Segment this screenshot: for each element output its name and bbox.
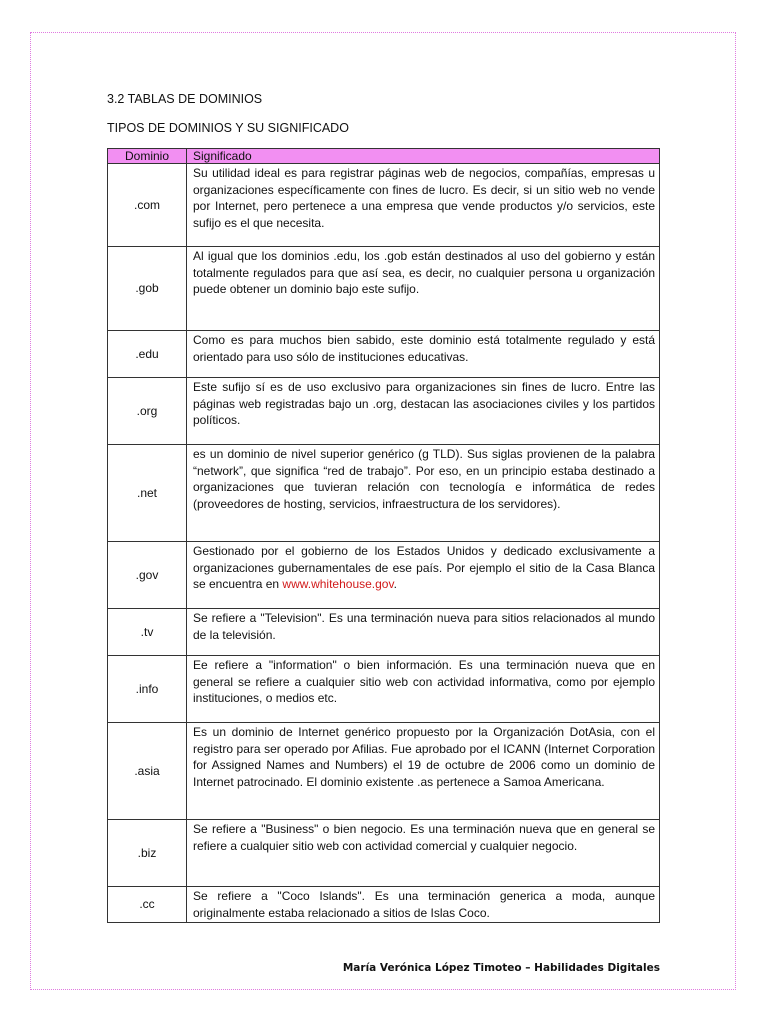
page-footer: María Verónica López Timoteo – Habilidades Digitales xyxy=(342,962,660,974)
meaning-cell: Se refiere a "Coco Islands". Es una terminación generica a moda, aunque originalmente estaba relacionado a sitios de Islas Coco. xyxy=(187,887,660,923)
domain-cell: .tv xyxy=(108,609,187,656)
table-row xyxy=(108,656,660,723)
table-header-row xyxy=(108,149,660,164)
section-title: 3.2 TABLAS DE DOMINIOS xyxy=(107,92,263,106)
table-row xyxy=(108,164,660,247)
meaning-cell: Como es para muchos bien sabido, este dominio está totalmente regulado y está orientado para uso sólo de instituciones educativas. xyxy=(187,331,660,378)
domain-cell: .gob xyxy=(108,247,187,331)
table-row xyxy=(108,820,660,887)
meaning-cell: Se refiere a "Television". Es una terminación nueva para sitios relacionados al mundo de la televisión. xyxy=(187,609,660,656)
meaning-cell xyxy=(187,542,660,609)
domain-cell: .edu xyxy=(108,331,187,378)
domain-cell: .biz xyxy=(108,820,187,887)
domain-cell: .info xyxy=(108,656,187,723)
table-row xyxy=(108,609,660,656)
meaning-cell: Su utilidad ideal es para registrar páginas web de negocios, compañías, empresas u organizaciones específicamente con fines de lucro. Es decir, si un sitio web no vende por Internet, pero pertenece a una empresa que vende productos y/o servicios, este sufijo es el que necesita. xyxy=(187,164,660,247)
header-domain: Dominio xyxy=(108,149,187,164)
meaning-text-end: . xyxy=(393,577,397,591)
table-row xyxy=(108,887,660,923)
table-title: TIPOS DE DOMINIOS Y SU SIGNIFICADO xyxy=(107,121,349,135)
meaning-cell: Se refiere a "Business" o bien negocio. Es una terminación nueva que en general se refiere a cualquier sitio web con actividad comercial y cualquier negocio. xyxy=(187,820,660,887)
header-meaning: Significado xyxy=(187,149,660,164)
meaning-cell: es un dominio de nivel superior genérico (g TLD). Sus siglas provienen de la palabra “network”, que significa “red de trabajo”. Por eso, en un principio estaba destinado a organizaciones que tuvieran relación con tecnología e informática de redes (proveedores de hosting, servicios, infraestructura de los servidores). xyxy=(187,445,660,542)
table-row xyxy=(108,247,660,331)
meaning-cell: Este sufijo sí es de uso exclusivo para organizaciones sin fines de lucro. Entre las páginas web registradas bajo un .org, destacan las asociaciones civiles y los partidos políticos. xyxy=(187,378,660,445)
table-row xyxy=(108,378,660,445)
table-row xyxy=(108,445,660,542)
meaning-cell: Es un dominio de Internet genérico propuesto por la Organización DotAsia, con el registro para ser operado por Afilias. Fue aprobado por el ICANN (Internet Corporation for Assigned Names and Numbers) el 19 de octubre de 2006 como un dominio de Internet patrocinado. El dominio existente .as pertenece a Samoa Americana. xyxy=(187,723,660,820)
domain-cell: .org xyxy=(108,378,187,445)
domain-cell: .cc xyxy=(108,887,187,923)
meaning-cell: Ee refiere a "information" o bien información. Es una terminación nueva que en general se refiere a cualquier sitio web con actividad informativa, como por ejemplo instituciones, o medios etc. xyxy=(187,656,660,723)
domain-cell: .net xyxy=(108,445,187,542)
domain-cell: .com xyxy=(108,164,187,247)
table-row xyxy=(108,542,660,609)
meaning-cell: Al igual que los dominios .edu, los .gob están destinados al uso del gobierno y están totalmente regulados para que así sea, es decir, no cualquier persona u organización puede obtener un dominio bajo este sufijo. xyxy=(187,247,660,331)
domains-table xyxy=(107,148,660,923)
table-row xyxy=(108,723,660,820)
whitehouse-link[interactable]: www.whitehouse.gov xyxy=(282,577,394,591)
meaning-text: Gestionado por el gobierno de los Estados Unidos y dedicado exclusivamente a organizaciones gubernamentales de ese país. Por ejemplo el sitio de la Casa Blanca se encuentra en xyxy=(193,544,655,591)
table-row xyxy=(108,331,660,378)
domain-cell: .asia xyxy=(108,723,187,820)
domain-cell: .gov xyxy=(108,542,187,609)
